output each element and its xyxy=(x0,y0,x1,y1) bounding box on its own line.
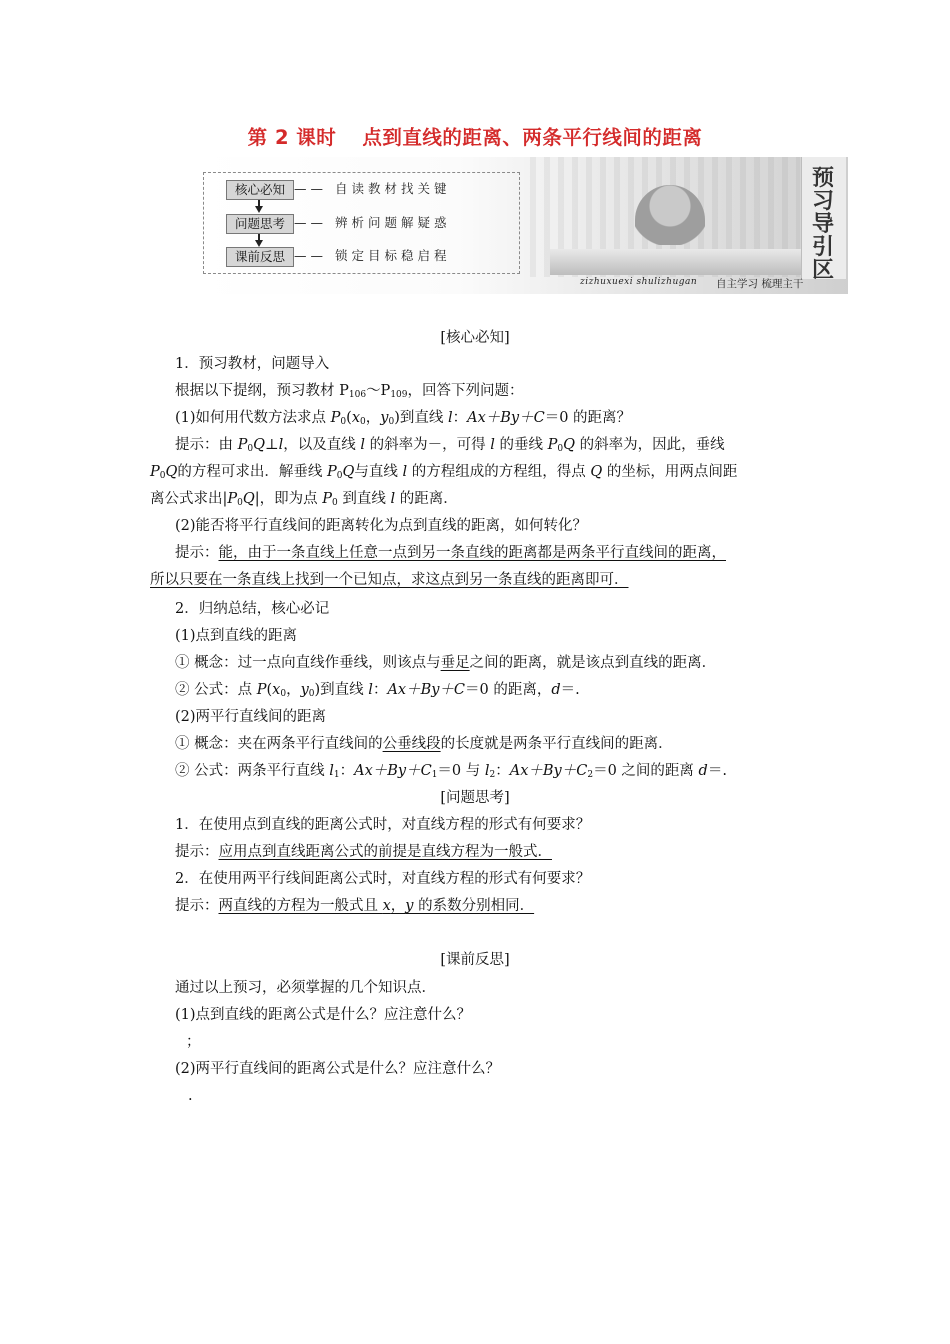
hint-1-line-3: 离公式求出$|P_0Q|$，即为点 $P_0$ 到直线 l 的距离． xyxy=(150,491,458,508)
hint-2-line-2: 所以只要在一条直线上找到一个已知点，求这点到另一条直线的距离即可． xyxy=(150,572,629,588)
thinking-question-2: 2．在使用两平行线间距离公式时，对直线方程的形式有何要求？ xyxy=(175,871,591,887)
section-header-reflection: [课前反思] xyxy=(440,952,510,968)
arrow-down-icon xyxy=(255,206,263,213)
point-to-line-formula: ② 公式：点 $P(x_0$，$y_0$)到直线 l：Ax＋By＋C＝0 的距离，d＝. xyxy=(175,682,580,699)
side-title-char: 引 xyxy=(811,235,834,260)
step-core-knowledge-desc: —— 自读教材找关键 xyxy=(294,181,451,196)
side-title-char: 习 xyxy=(811,189,834,214)
question-2: (2)能否将平行直线间的距离转化为点到直线的距离，如何转化？ xyxy=(175,518,588,534)
reflection-question-1: (1)点到直线的距离公式是什么？应注意什么？ xyxy=(175,1007,472,1023)
outline-intro: 根据以下提纲，预习教材 $P_{106}\sim P_{109}$，回答下列问题： xyxy=(175,383,524,400)
item-summary: 2．归纳总结，核心必记 xyxy=(175,601,330,617)
banner-caption-pinyin: zizhuxuexi shulizhugan xyxy=(580,277,698,287)
banner-caption: 自主学习 梳理主干 xyxy=(716,278,804,290)
hint-1-line-1: 提示：由 $P_0Q\perp l$，以及直线 l 的斜率为－，可得 l 的垂线 $P_0Q$ 的斜率为，因此，垂线 xyxy=(175,437,725,454)
parallel-lines-concept: ① 概念：夹在两条平行直线间的公垂线段的长度就是两条平行直线间的距离． xyxy=(175,736,673,752)
step-pre-class-reflection: 课前反思 xyxy=(226,247,294,267)
thinking-hint-1: 提示：应用点到直线距离公式的前提是直线方程为一般式． xyxy=(175,844,552,860)
hint-1-line-2: $P_0Q$的方程可求出．解垂线 $P_0Q$与直线 l 的方程组成的方程组，得点 Q 的坐标，用两点间距 xyxy=(150,464,738,481)
question-1: (1)如何用代数方法求点 $P_0(x_0$，$y_0$)到直线 l：Ax＋By＋C＝0 的距离？ xyxy=(175,410,632,427)
parallel-lines-heading: (2)两平行直线间的距离 xyxy=(175,709,327,725)
step-pre-class-reflection-desc: —— 锁定目标稳启程 xyxy=(294,248,451,263)
side-title-char: 区 xyxy=(811,258,834,283)
step-question-thinking: 问题思考 xyxy=(226,214,294,234)
reflection-intro: 通过以上预习，必须掌握的几个知识点． xyxy=(175,980,436,996)
thinking-question-1: 1．在使用点到直线的距离公式时，对直线方程的形式有何要求？ xyxy=(175,817,591,833)
lesson-topic: 点到直线的距离、两条平行线间的距离 xyxy=(362,126,703,149)
step-question-thinking-desc: —— 辨析问题解疑惑 xyxy=(294,215,451,230)
reflection-answer-1: ； xyxy=(186,1034,201,1050)
desk-image xyxy=(550,249,810,275)
thinking-hint-2: 提示：两直线的方程为一般式且 x，y 的系数分别相同． xyxy=(175,898,535,914)
point-to-line-heading: (1)点到直线的距离 xyxy=(175,628,298,644)
parallel-lines-formula: ② 公式：两条平行直线 $l_1$：$Ax+By+C_1=0$ 与 $l_2$：$Ax+By+C_2=0$ 之间的距离 d＝. xyxy=(175,763,727,780)
point-to-line-concept: ① 概念：过一点向直线作垂线，则该点与垂足之间的距离，就是该点到直线的距离． xyxy=(175,655,717,671)
step-core-knowledge: 核心必知 xyxy=(226,180,294,200)
section-header-questions: [问题思考] xyxy=(440,790,510,806)
arrow-down-icon xyxy=(255,240,263,247)
hint-2-line-1: 提示：能，由于一条直线上任意一点到另一条直线的距离都是两条平行直线间的距离， xyxy=(175,545,726,561)
side-title-char: 导 xyxy=(811,212,834,237)
reflection-answer-2: . xyxy=(188,1088,193,1104)
lesson-number: 第 2 课时 xyxy=(247,126,337,149)
section-header-core: [核心必知] xyxy=(440,330,510,346)
preview-banner xyxy=(200,157,848,294)
reflection-question-2: (2)两平行直线间的距离公式是什么？应注意什么？ xyxy=(175,1061,501,1077)
item-preview-textbook: 1．预习教材，问题导入 xyxy=(175,356,330,372)
side-title-char: 预 xyxy=(811,166,834,191)
page-title xyxy=(0,122,950,150)
